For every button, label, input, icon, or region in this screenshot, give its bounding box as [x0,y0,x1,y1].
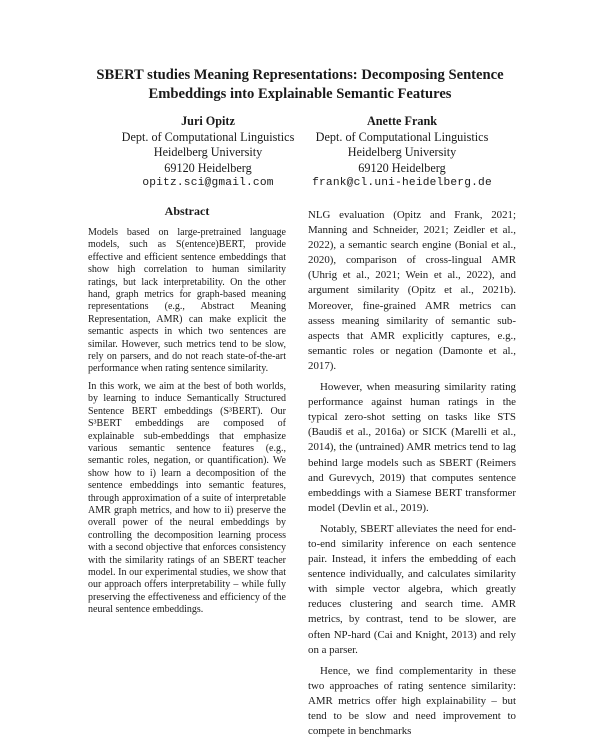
author-dept: Dept. of Computational Linguistics [121,129,295,144]
author-university: Heidelberg University [347,145,457,159]
abstract-heading: Abstract [164,204,210,218]
author-block-2 [282,114,522,192]
author-email[interactable]: opitz.sci@gmail.com [142,177,274,189]
abstract-paragraph-1: Models based on large-pretrained language models, such as S(entence)BERT, provide effective and efficient sentence embeddings that show high correlation to human similarity ratings, but lack interpretability. On the other hand, graph metrics for graph-based meaning representations (e.g., Abstract Meaning Representation, AMR) can make explicit the semantic aspects in which two sentences are similar. However, such metrics tend to be slow, rely on parsers, and do not reach state-of-the-art performance when rating sentence similarity. [88,227,286,375]
body-column [308,208,516,745]
body-paragraph-2: However, when measuring similarity rating performance against human ratings in the typical zero-shot setting on tasks like STS (Baudiš et al., 2016a) or SICK (Marelli et al., 2014), the (untrained) AMR metrics tend to lag behind large models such as SBERT (Reimers and Gurevych, 2019) that computes sentence embeddings with a Siamese BERT transformer model (Devlin et al., 2019). [308,381,516,514]
author-email[interactable]: frank@cl.uni-heidelberg.de [312,177,492,189]
abstract-column [88,204,286,622]
author-name: Anette Frank [366,114,438,128]
paper-title [40,66,560,104]
body-paragraph-4: Hence, we find complementarity in these two approaches of rating sentence similarity: AMR metrics offer high explainability – but tend to be slow and need improvement to compete in benchmarks [308,664,516,738]
author-city: 69120 Heidelberg [164,160,252,175]
title-line-2: Embeddings into Explainable Semantic Features [148,86,452,102]
body-paragraph-1: NLG evaluation (Opitz and Frank, 2021; Manning and Schneider, 2021; Zeidler et al., 2022), a semantic search engine (Bonial et al., 2020), comparison of cross-lingual AMR (Uhrig et al., 2021; Wein et al., 2022), and argument similarity (Opitz et al., 2021b). Moreover, fine-grained AMR metrics can assess meaning similarity of semantic sub-aspects that AMR explicitly captures, e.g., semantic roles or negation (Damonte et al., 2017). [308,209,516,372]
author-dept: Dept. of Computational Linguistics [315,129,489,144]
body-paragraph-3: Notably, SBERT alleviates the need for end-to-end similarity inference on each sentence pair. Instead, it infers the embedding of each sentence individually, and calculates similarity with simple vector algebra, which greatly reduces clustering and search time. AMR metrics, by contrast, tend to be slower, are often NP-hard (Cai and Knight, 2013) and rely on a parser. [308,522,516,656]
author-university: Heidelberg University [153,145,263,159]
abstract-paragraph-2: In this work, we aim at the best of both worlds, by learning to induce Semantically Structured Sentence BERT embeddings (S³BERT). Our S³BERT embeddings are composed of explainable sub-embeddings that emphasize various semantic sentence features (e.g., semantic roles, negation, or quantification). We show how to i) learn a decomposition of the sentence embeddings into semantic features, through approximation of a suite of interpretable AMR graph metrics, and how to ii) preserve the overall power of the neural embeddings by controlling the decomposition learning process with a second objective that enforces consistency with the similarity ratings of an SBERT teacher model. In our experimental studies, we show that our approach offers interpretability – while fully preserving the effectiveness and efficiency of the neural sentence embeddings. [88,380,286,616]
title-line-1: SBERT studies Meaning Representations: Decomposing Sentence [96,67,504,83]
author-city: 69120 Heidelberg [358,160,446,175]
author-name: Juri Opitz [181,114,235,128]
